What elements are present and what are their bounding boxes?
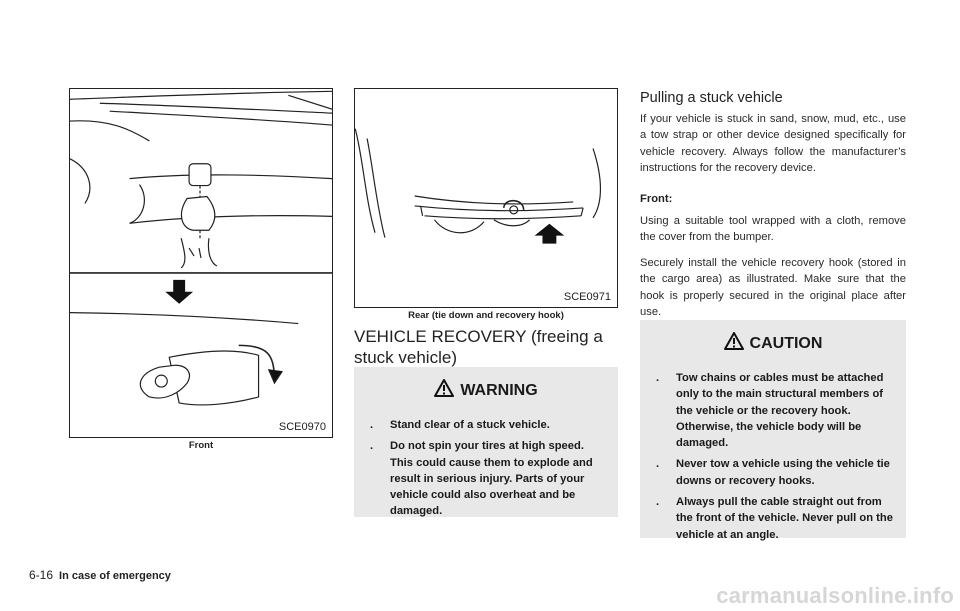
paragraph: Securely install the vehicle recovery hook (stored in the cargo area) as illustrated. Make sure that the hook is properly secured in the original place after use. — [640, 257, 906, 318]
warning-triangle-icon — [724, 332, 744, 350]
figure-caption: Rear (tie down and recovery hook) — [408, 310, 564, 321]
rear-tie-down-illustration — [355, 89, 617, 307]
list-item — [652, 494, 898, 543]
figure-code: SCE0970 — [278, 421, 326, 433]
watermark: carmanualsonline.info — [716, 583, 954, 608]
bullet: . — [656, 496, 660, 509]
section-heading: VEHICLE RECOVERY (freeing a stuck vehicle) — [354, 327, 603, 367]
warning-title: WARNING — [460, 382, 538, 399]
list-item-text: Tow chains or cables must be attached only to the main structural members of the vehicle or the recovery hook. Otherwise, the vehicle body will be damaged. — [676, 372, 884, 450]
list-item-text: Do not spin your tires at high speed. This could cause them to explode and result in serious injury. Parts of your vehicle could also overheat and be damaged. — [390, 440, 593, 518]
page-number: 6-16 — [29, 568, 54, 582]
bullet: . — [370, 440, 374, 453]
front-label: Front: — [640, 193, 673, 205]
warning-title-row — [354, 379, 618, 400]
caution-box — [640, 320, 906, 541]
bullet: . — [370, 419, 374, 431]
bullet: . — [656, 458, 660, 471]
warning-triangle-icon — [434, 379, 454, 397]
recovery-hook-illustration — [70, 89, 332, 437]
list-item-text: Never tow a vehicle using the vehicle tie downs or recovery hooks. — [676, 458, 890, 487]
figure-caption: Front — [188, 440, 214, 451]
intro-paragraph: If your vehicle is stuck in sand, snow, mud, etc., use a tow strap or other device designed specifically for vehicle recovery. Always follow the manufacturer’s instructions for the recovery device. — [640, 113, 906, 174]
warning-box — [354, 367, 618, 517]
paragraph: Using a suitable tool wrapped with a cloth, remove the cover from the bumper. — [640, 215, 906, 244]
subheading: Pulling a stuck vehicle — [640, 90, 783, 106]
page-footer — [29, 568, 171, 582]
bullet: . — [656, 372, 660, 384]
caution-title-row — [640, 332, 906, 353]
list-item — [652, 456, 898, 489]
section-name: In case of emergency — [59, 570, 171, 582]
figure-code: SCE0971 — [563, 291, 611, 303]
warning-list — [366, 417, 610, 525]
figure-front — [69, 88, 333, 438]
list-item — [652, 370, 898, 451]
list-item — [366, 438, 610, 519]
caution-list — [652, 370, 898, 548]
caution-title: CAUTION — [749, 335, 823, 352]
list-item-text: Always pull the cable straight out from the front of the vehicle. Never pull on the vehicle at an angle. — [676, 496, 893, 541]
figure-rear — [354, 88, 618, 308]
list-item-text: Stand clear of a stuck vehicle. — [390, 419, 550, 431]
list-item — [366, 417, 610, 433]
